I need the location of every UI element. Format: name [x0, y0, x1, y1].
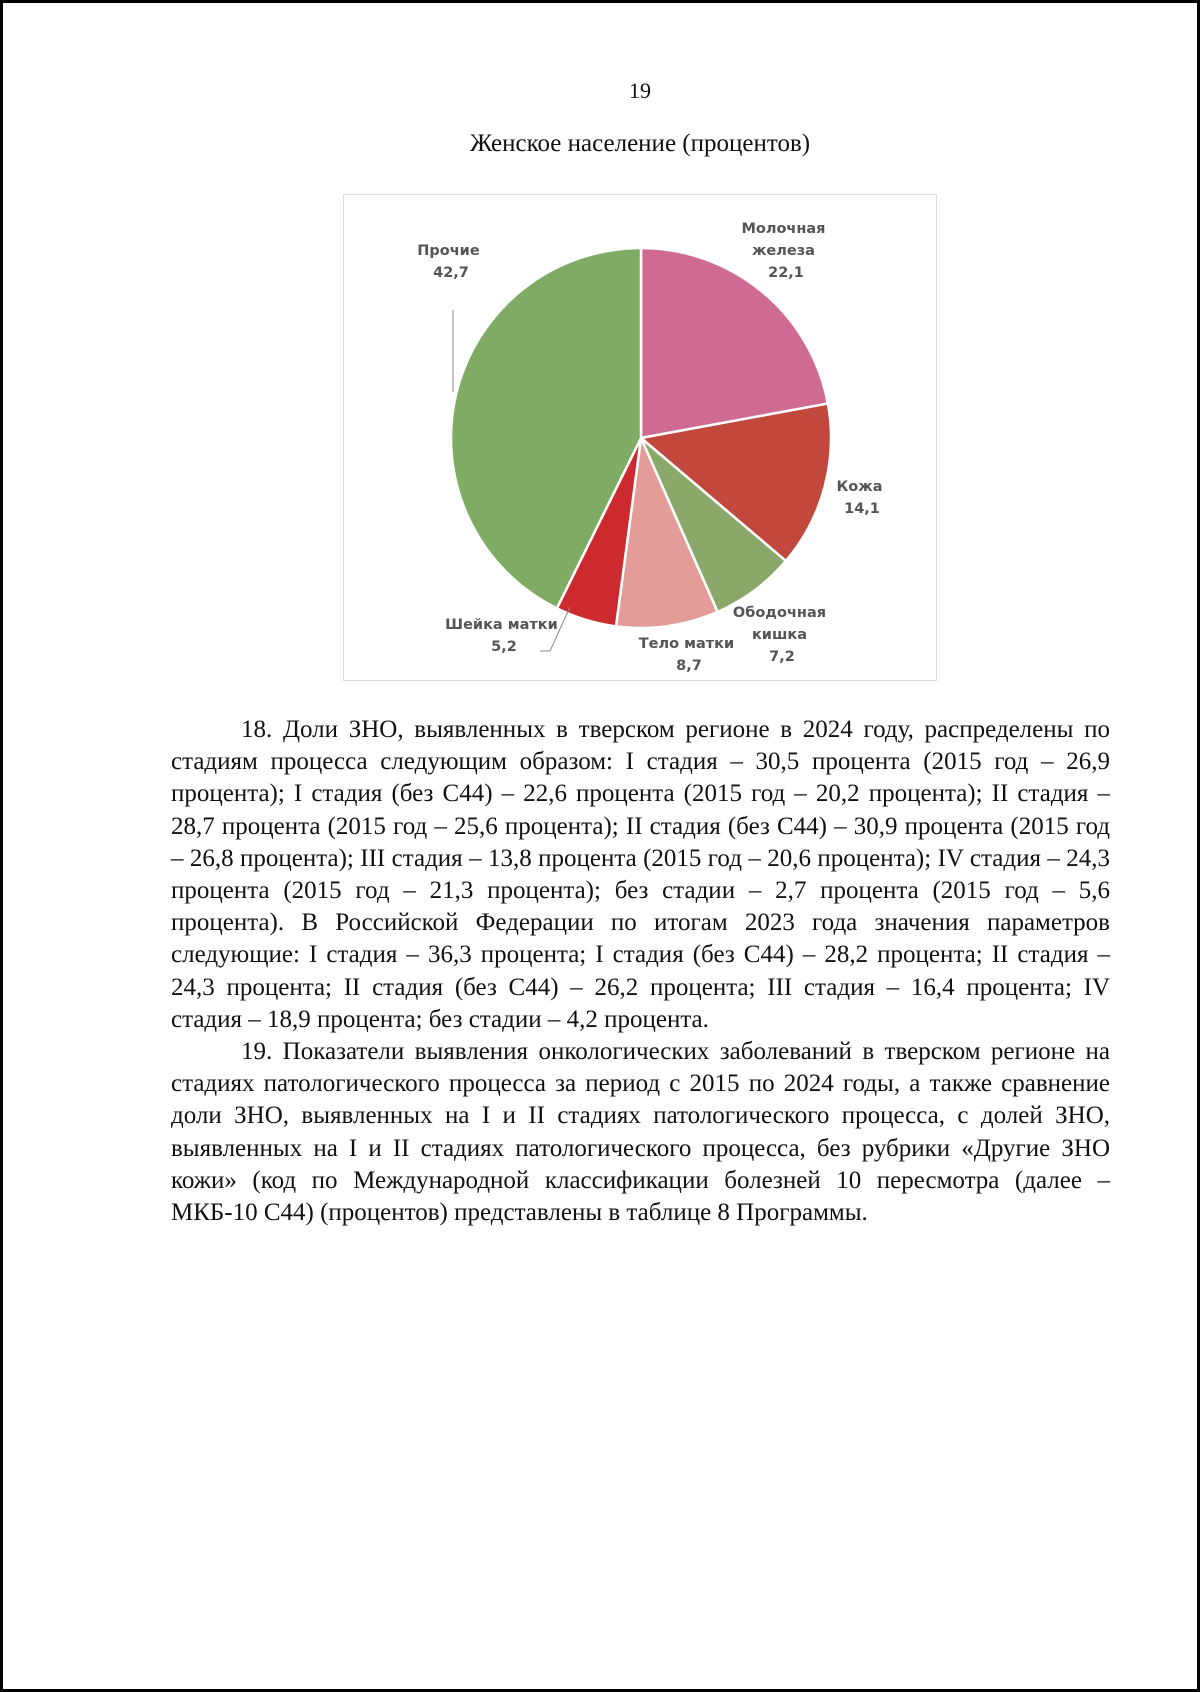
paragraph-18: 18. Доли ЗНО, выявленных в тверском регионе в 2024 году, распределены по стадиям процесса следующим образом: I стадия – 30,5 процента (2015 год – 26,9 процента); I стадия (без С44) – 22,6 процента (2015 год – 20,2 процента); II стадия – 28,7 процента (2015 год – 25,6 процента); II стадия (без С44) – 30,9 процента (2015 год – 26,8 процента); III стадия – 13,8 процента (2015 год – 20,6 процента); IV стадия – 24,3 процента (2015 год – 21,3 процента); без стадии – 2,7 процента (2015 год – 5,6 процента). В Российской Федерации по итогам 2023 года значения параметров следующие: I стадия – 36,3 процента; I стадия (без С44) – 28,2 процента; II стадия – 24,3 процента; II стадия (без С44) – 26,2 процента; III стадия – 16,4 процента; IV стадия – 18,9 процента; без стадии – 4,2 процента.	[171, 716, 1110, 1033]
pie-chart-canvas	[344, 195, 938, 682]
body-text	[171, 714, 1110, 1229]
slice-label-other: Прочие 42,7	[417, 243, 480, 281]
chart-caption: Женское население (процентов)	[469, 130, 811, 157]
paragraph-19: 19. Показатели выявления онкологических заболеваний в тверском регионе на стадиях патологического процесса за период с 2015 по 2024 годы, а также сравнение доли ЗНО, выявленных на I и II стадиях патологического процесса, с долей ЗНО, выявленных на I и II стадиях патологического процесса, без рубрики «Другие ЗНО кожи» (код по Международной классификации болезней 10 пересмотра (далее – МКБ-10 С44) (процентов) представлены в таблице 8 Программы.	[171, 1038, 1110, 1227]
slice-label-cervix: Шейка матки 5,2	[445, 617, 558, 655]
slice-label-skin: Кожа 14,1	[836, 479, 883, 517]
slice-label-breast: Молочная железа 22,1	[741, 221, 826, 281]
pie-chart	[343, 194, 937, 681]
slice-label-uterus-body: Тело матки 8,7	[638, 636, 735, 674]
slice-label-colon: Ободочная кишка 7,2	[732, 605, 827, 665]
page-number: 19	[629, 78, 651, 103]
